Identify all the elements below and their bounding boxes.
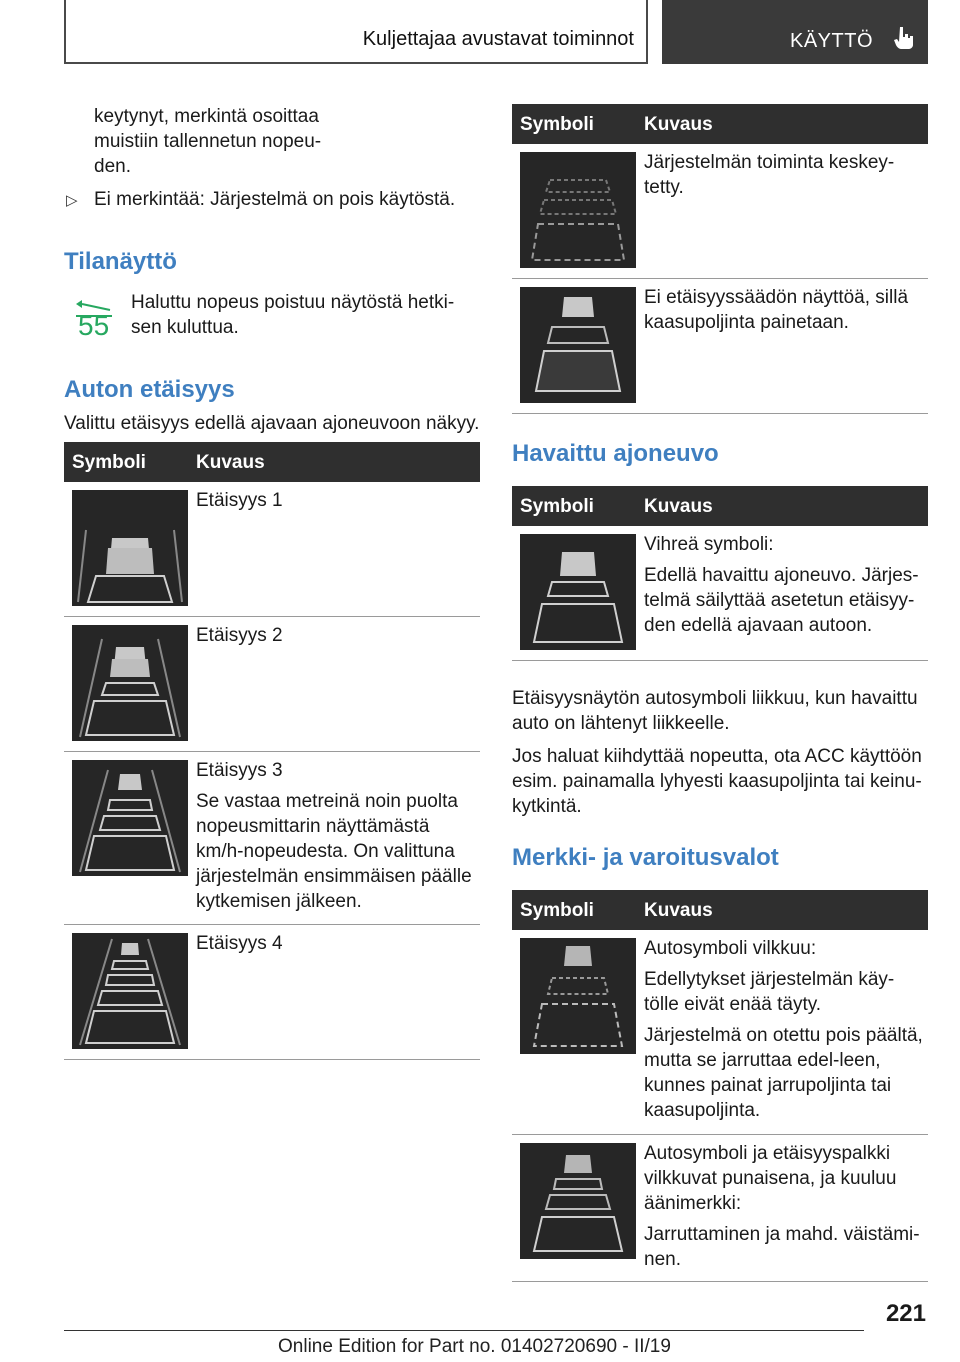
car-blinking-symbol <box>520 938 636 1054</box>
row-text: Se vastaa metreinä noin puolta nopeusmittarin näyttämästä km/h-nopeudesta. On valittuna järjestelmän ensimmäisen päälle kytkemisen jälkeen. <box>196 791 472 912</box>
header-title: Kuljettajaa avustavat toiminnot <box>362 28 634 50</box>
distance-table <box>64 442 480 1060</box>
status-text-line: Haluttu nopeus poistuu näytöstä hetki- <box>131 292 455 313</box>
row-text: Edellä havaittu ajoneuvo. Järjes-telmä säilyttää asetetun etäisyy-den edellä ajavaan autoon. <box>644 565 919 636</box>
status-text-line: sen kuluttua. <box>131 317 239 338</box>
row-text: Edellytykset järjestelmän käy-tölle eivät enää täyty. <box>644 969 895 1015</box>
row-desc <box>196 488 283 519</box>
row-desc <box>644 285 914 341</box>
col-desc: Kuvaus <box>644 114 713 135</box>
table-row <box>512 279 928 414</box>
row-desc <box>644 1141 924 1278</box>
table-header <box>64 442 480 482</box>
detected-vehicle-symbol <box>520 534 636 650</box>
footer-divider <box>64 1330 864 1331</box>
row-text: Vihreä symboli: <box>644 534 774 555</box>
distance-3-symbol <box>72 760 188 876</box>
row-desc <box>196 758 476 920</box>
intro-line: keytynyt, merkintä osoittaa <box>94 106 319 127</box>
row-desc <box>644 532 924 644</box>
row-desc <box>196 931 283 962</box>
row-text: Autosymboli vilkkuu: <box>644 938 817 959</box>
table-row <box>512 1135 928 1282</box>
distance-intro: Valittu etäisyys edellä ajavaan ajoneuvoon näkyy. <box>64 413 480 434</box>
row-desc <box>644 150 904 206</box>
intro-line: den. <box>94 156 131 177</box>
row-text: Etäisyys 4 <box>196 933 283 954</box>
table-header <box>512 890 928 930</box>
table-header <box>512 104 928 144</box>
distance-1-symbol <box>72 490 188 606</box>
col-desc: Kuvaus <box>644 900 713 921</box>
header-section: KÄYTTÖ <box>790 30 874 52</box>
col-symbol: Symboli <box>520 900 594 921</box>
intro-text <box>94 104 321 179</box>
col-symbol: Symboli <box>520 496 594 517</box>
table-row <box>512 144 928 279</box>
warning-heading: Merkki- ja varoitusvalot <box>512 844 779 871</box>
hand-pointer-icon <box>894 26 914 50</box>
row-text: Etäisyys 2 <box>196 625 283 646</box>
table-row <box>512 526 928 661</box>
status-table <box>512 104 928 414</box>
status-heading: Tilanäyttö <box>64 248 177 275</box>
row-text: Järjestelmän toiminta keskey-tetty. <box>644 152 895 198</box>
detected-table <box>512 486 928 661</box>
row-text: Jarruttaminen ja mahd. väistämi-nen. <box>644 1224 920 1270</box>
distance-heading: Auton etäisyys <box>64 376 235 403</box>
row-text: Etäisyys 3 <box>196 760 283 781</box>
warning-table <box>512 890 928 1282</box>
col-desc: Kuvaus <box>196 452 265 473</box>
table-row <box>64 925 480 1060</box>
status-icon <box>68 294 118 344</box>
header-section-box <box>662 0 928 64</box>
bullet-marker: ▷ <box>66 192 78 209</box>
table-row <box>64 617 480 752</box>
col-symbol: Symboli <box>520 114 594 135</box>
table-header <box>512 486 928 526</box>
status-icon-number: 55 <box>78 310 110 341</box>
interrupted-symbol <box>520 152 636 268</box>
detected-heading: Havaittu ajoneuvo <box>512 440 719 467</box>
table-row <box>64 752 480 925</box>
paragraph: Etäisyysnäytön autosymboli liikkuu, kun havaittu auto on lähtenyt liikkeelle. <box>512 688 918 734</box>
no-display-symbol <box>520 287 636 403</box>
car-and-bar-blinking-symbol <box>520 1143 636 1259</box>
distance-2-symbol <box>72 625 188 741</box>
footer-edition: Online Edition for Part no. 01402720690 - II/19 <box>278 1336 671 1357</box>
intro-line: muistiin tallennetun nopeu- <box>94 131 322 152</box>
table-row <box>64 482 480 617</box>
row-text: Järjestelmä on otettu pois päältä, mutta se jarruttaa edel-leen, kunnes painat jarrupoljinta tai kaasupoljinta. <box>644 1025 923 1121</box>
col-symbol: Symboli <box>72 452 146 473</box>
row-desc <box>196 623 283 654</box>
paragraph: Jos haluat kiihdyttää nopeutta, ota ACC käyttöön esim. painamalla lyhyesti kaasupoljinta tai keinu-kytkintä. <box>512 746 922 817</box>
status-text <box>131 290 454 340</box>
header-title-box <box>64 0 648 64</box>
col-desc: Kuvaus <box>644 496 713 517</box>
distance-4-symbol <box>72 933 188 1049</box>
bullet-text: Ei merkintää: Järjestelmä on pois käytöstä. <box>94 189 456 210</box>
page-number: 221 <box>885 1300 926 1327</box>
row-text: Autosymboli ja etäisyyspalkki vilkkuvat punaisena, ja kuuluu äänimerkki: <box>644 1143 897 1214</box>
row-text: Etäisyys 1 <box>196 490 283 511</box>
row-text: Ei etäisyyssäädön näyttöä, sillä kaasupoljinta painetaan. <box>644 287 909 333</box>
table-row <box>512 930 928 1135</box>
row-desc <box>644 936 924 1129</box>
